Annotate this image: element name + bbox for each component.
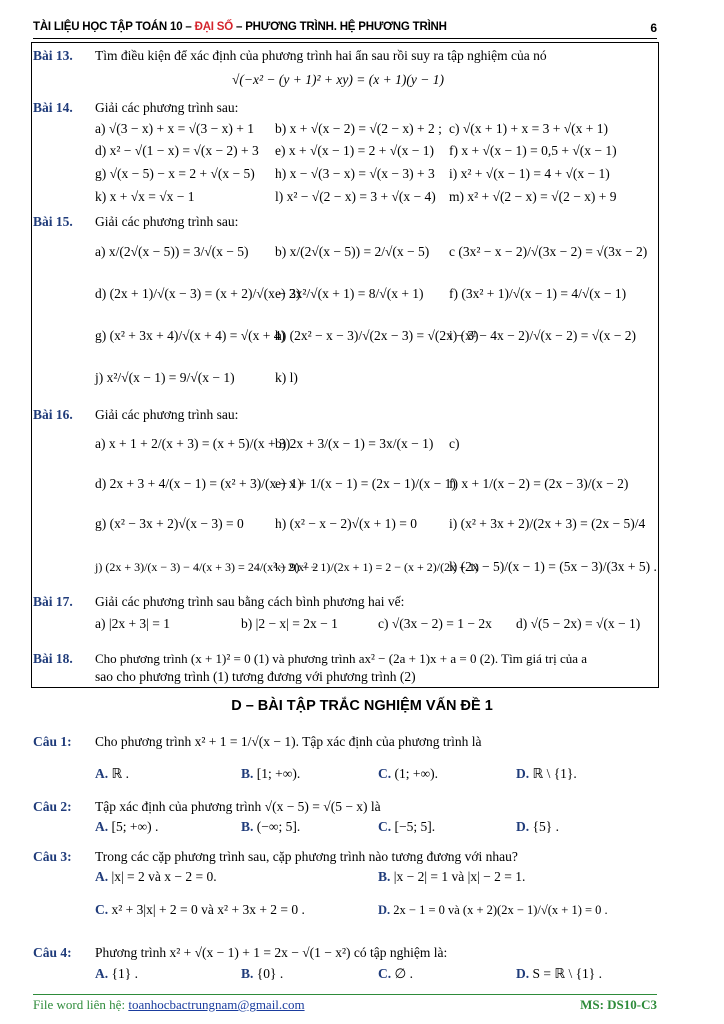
equation: e) x + 1/(x − 1) = (2x − 1)/(x − 1) — [275, 476, 456, 491]
exercise-label: Bài 15. — [33, 214, 73, 229]
equation: b) x + √(x − 2) = √(2 − x) + 2 ; — [275, 121, 442, 136]
exercise-prompt: Giải các phương trình sau: — [95, 100, 239, 115]
exercise-prompt: Cho phương trình (x + 1)² = 0 (1) và phương trình ax² − (2a + 1)x + a = 0 (2). Tìm giá trị của a — [95, 651, 588, 666]
page-number: 6 — [650, 21, 657, 35]
page-footer — [33, 994, 657, 1015]
equation: b) 2x + 3/(x − 1) = 3x/(x − 1) — [275, 436, 434, 451]
exercise-prompt: Giải các phương trình sau: — [95, 214, 239, 229]
exercise-label: Bài 18. — [33, 651, 73, 666]
equation: k) l) — [275, 370, 298, 385]
equation: e) 2x²/√(x + 1) = 8/√(x + 1) — [275, 286, 424, 301]
header-title: TÀI LIỆU HỌC TẬP TOÁN 10 – ĐẠI SỐ – PHƯƠNG TRÌNH. HỆ PHƯƠNG TRÌNH — [33, 21, 447, 33]
exercise-prompt-cont: sao cho phương trình (1) tương đương với phương trình (2) — [95, 669, 416, 684]
equation: c) — [449, 436, 460, 451]
option: B. [1; +∞). — [241, 766, 301, 781]
option: D. S = ℝ \ {1} . — [516, 966, 603, 981]
question-stem: Cho phương trình x² + 1 = 1/√(x − 1). Tập xác định của phương trình là — [95, 734, 482, 749]
equation: l) x² − √(2 − x) = 3 + √(x − 4) — [275, 189, 436, 204]
option: B. {0} . — [241, 966, 284, 981]
question-stem: Phương trình x² + √(x − 1) + 1 = 2x − √(1 − x²) có tập nghiệm là: — [95, 945, 448, 960]
exercise-prompt: Giải các phương trình sau: — [95, 407, 239, 422]
equation: f) x + 1/(x − 2) = (2x − 3)/(x − 2) — [449, 476, 629, 491]
equation: e) x + √(x − 1) = 2 + √(x − 1) — [275, 143, 434, 158]
equation: b) |2 − x| = 2x − 1 — [241, 616, 338, 631]
exercise-label: Bài 16. — [33, 407, 73, 422]
equation: a) x/(2√(x − 5)) = 3/√(x − 5) — [95, 244, 249, 259]
equation: d) √(5 − 2x) = √(x − 1) — [516, 616, 641, 631]
equation: f) (3x² + 1)/√(x − 1) = 4/√(x − 1) — [449, 286, 627, 301]
equation: h) x − √(3 − x) = √(x − 3) + 3 — [275, 166, 435, 181]
exercise-prompt: Giải các phương trình sau bằng cách bình phương hai vế: — [95, 594, 405, 609]
exercise-label: Bài 13. — [33, 48, 73, 63]
option: A. |x| = 2 và x − 2 = 0. — [95, 869, 217, 884]
exercise-label: Bài 14. — [33, 100, 73, 115]
equation: m) x² + √(2 − x) = √(2 − x) + 9 — [449, 189, 617, 204]
equation: i) x² + √(x − 1) = 4 + √(x − 1) — [449, 166, 610, 181]
exercise-box — [31, 42, 659, 688]
equation: h) (2x² − x − 3)/√(2x − 3) = √(2x − 3) — [275, 328, 479, 343]
option: D. ℝ \ {1}. — [516, 766, 577, 781]
section-title: D – BÀI TẬP TRẮC NGHIỆM VẤN ĐỀ 1 — [231, 698, 493, 714]
option: D. {5} . — [516, 819, 559, 834]
equation: i) (x² − 4x − 2)/√(x − 2) = √(x − 2) — [449, 328, 637, 343]
footer-contact: File word liên hệ: toanhocbactrungnam@gmail.com — [33, 997, 305, 1012]
exercise-prompt: Tìm điều kiện để xác định của phương trình hai ẩn sau rồi suy ra tập nghiệm của nó — [95, 48, 547, 63]
page-header — [33, 18, 657, 39]
equation: j) (2x + 3)/(x − 3) − 4/(x + 3) = 24/(x² − 9) + 2 — [95, 560, 319, 574]
equation: b) x/(2√(x − 5)) = 2/√(x − 5) — [275, 244, 430, 259]
option: A. [5; +∞) . — [95, 819, 159, 834]
equation: c) √(x + 1) + x = 3 + √(x + 1) — [449, 121, 608, 136]
question-label: Câu 4: — [33, 945, 72, 960]
equation: h) (x² − x − 2)√(x + 1) = 0 — [275, 516, 418, 531]
equation: k) 2(x² − 1)/(2x + 1) = 2 − (x + 2)/(2x + 1) — [275, 560, 479, 574]
option: A. {1} . — [95, 966, 138, 981]
option: B. (−∞; 5]. — [241, 819, 301, 834]
option: C. (1; +∞). — [378, 766, 438, 781]
equation: d) (2x + 1)/√(x − 3) = (x + 2)/√(x − 3) — [95, 286, 301, 301]
equation: f) x + √(x − 1) = 0,5 + √(x − 1) — [449, 143, 617, 158]
option: B. |x − 2| = 1 và |x| − 2 = 1. — [378, 869, 526, 884]
question-stem: Trong các cặp phương trình sau, cặp phương trình nào tương đương với nhau? — [95, 849, 518, 864]
question-label: Câu 1: — [33, 734, 72, 749]
equation: l) (2x − 5)/(x − 1) = (5x − 3)/(3x + 5) . — [449, 559, 657, 574]
option: C. x² + 3|x| + 2 = 0 và x² + 3x + 2 = 0 . — [95, 902, 305, 917]
question-label: Câu 3: — [33, 849, 72, 864]
equation: j) x²/√(x − 1) = 9/√(x − 1) — [95, 370, 235, 385]
equation: i) (x² + 3x + 2)/(2x + 3) = (2x − 5)/4 — [449, 516, 646, 531]
exercise-label: Bài 17. — [33, 594, 73, 609]
equation: c) √(3x − 2) = 1 − 2x — [378, 616, 492, 631]
equation: k) x + √x = √x − 1 — [95, 189, 195, 204]
equation: a) √(3 − x) + x = √(3 − x) + 1 — [95, 121, 254, 136]
question-label: Câu 2: — [33, 799, 72, 814]
footer-code: MS: DS10-C3 — [580, 997, 657, 1012]
equation: g) (x² + 3x + 4)/√(x + 4) = √(x + 4) — [95, 328, 286, 343]
equation: c (3x² − x − 2)/√(3x − 2) = √(3x − 2) — [449, 244, 648, 259]
question-stem: Tập xác định của phương trình √(x − 5) = √(5 − x) là — [95, 799, 381, 814]
email-link[interactable]: toanhocbactrungnam@gmail.com — [128, 997, 305, 1012]
equation: d) x² − √(1 − x) = √(x − 2) + 3 — [95, 143, 259, 158]
option: C. ∅ . — [378, 966, 414, 981]
equation: g) √(x − 5) − x = 2 + √(x − 5) — [95, 166, 255, 181]
equation: a) |2x + 3| = 1 — [95, 616, 170, 631]
option: D. 2x − 1 = 0 và (x + 2)(2x − 1)/√(x + 1) = 0 . — [378, 903, 608, 917]
equation: g) (x² − 3x + 2)√(x − 3) = 0 — [95, 516, 244, 531]
option: A. ℝ . — [95, 766, 129, 781]
equation: √(−x² − (y + 1)² + xy) = (x + 1)(y − 1) — [232, 72, 444, 87]
option: C. [−5; 5]. — [378, 819, 436, 834]
equation: d) 2x + 3 + 4/(x − 1) = (x² + 3)/(x − 1) — [95, 476, 302, 491]
equation: a) x + 1 + 2/(x + 3) = (x + 5)/(x + 3) — [95, 436, 291, 451]
